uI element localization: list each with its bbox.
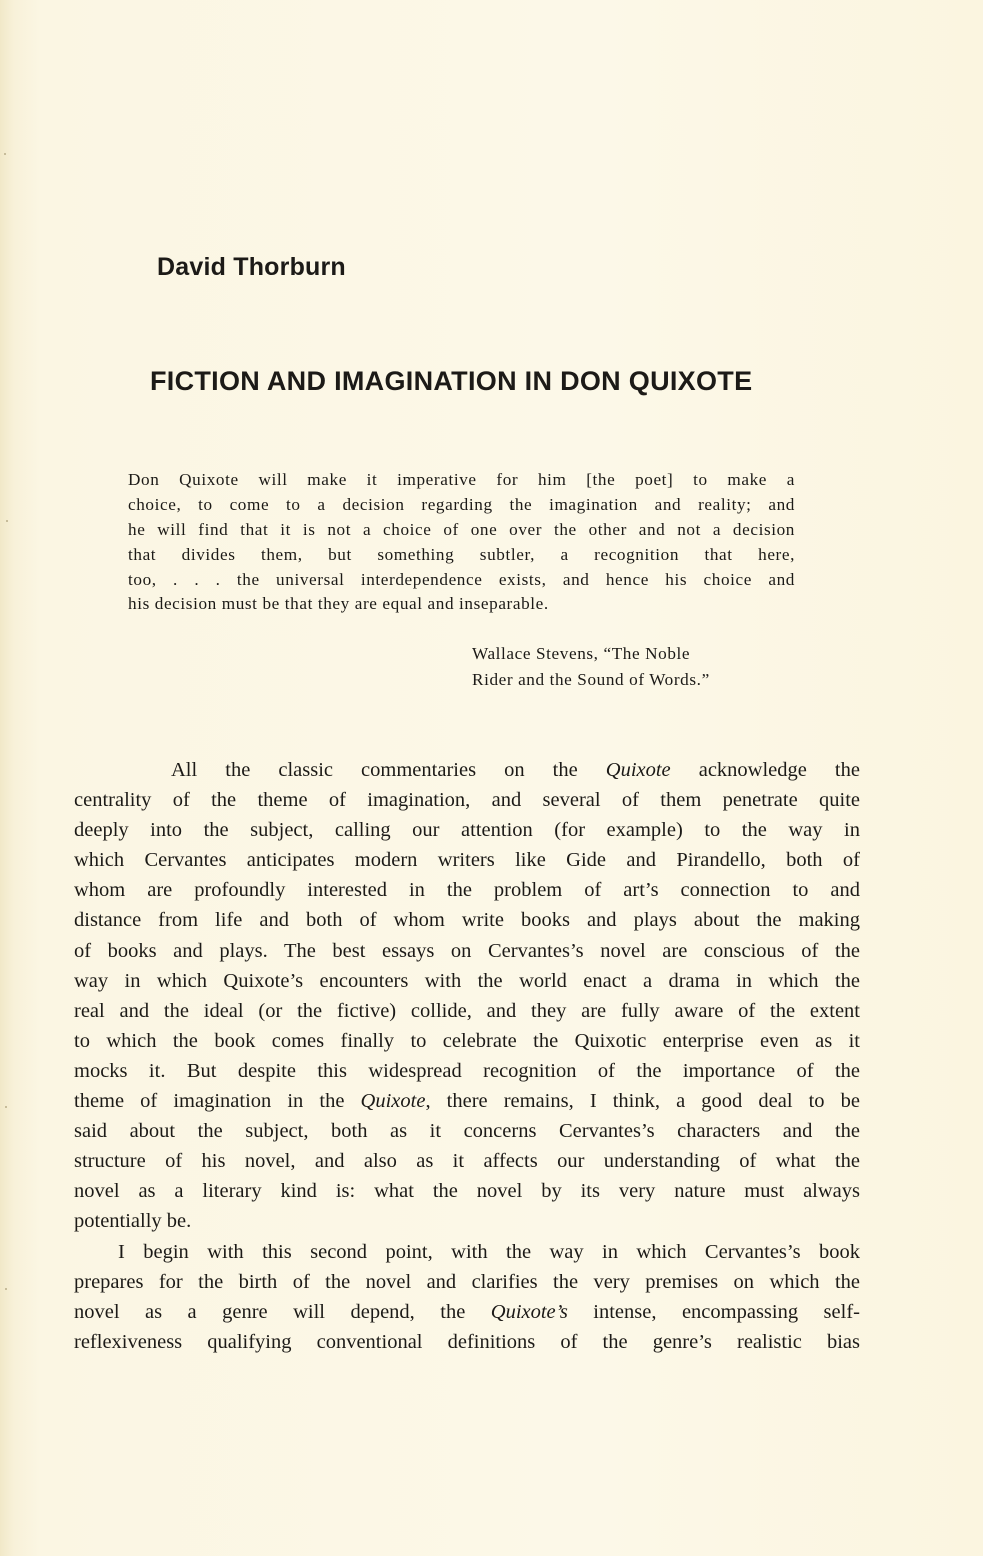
body-line: of books and plays. The best essays on Cervantes’s novel are conscious of the — [74, 939, 860, 962]
italic-title: Quixote’s — [490, 1300, 568, 1323]
body-line: distance from life and both of whom write books and plays about the making — [74, 909, 860, 932]
italic-title: Quixote — [605, 759, 671, 781]
body-line: centrality of the theme of imagination, and several of them penetrate quite — [74, 789, 860, 812]
body-line: deeply into the subject, calling our attention (for example) to the way in — [74, 819, 860, 842]
page-speck — [5, 1288, 7, 1290]
body-line — [74, 1297, 860, 1327]
epigraph-line: choice, to come to a decision regarding the imagination and reality; and — [128, 494, 795, 514]
body-text — [74, 755, 860, 1357]
page-speck — [5, 1106, 7, 1108]
body-line: prepares for the birth of the novel and clarifies the very premises on which the — [74, 1270, 860, 1293]
body-line: which Cervantes anticipates modern writers like Gide and Pirandello, both of — [74, 849, 860, 872]
epigraph-attribution — [472, 641, 710, 692]
body-line: structure of his novel, and also as it affects our understanding of what the — [74, 1150, 860, 1173]
body-line: mocks it. But despite this widespread recognition of the importance of the — [74, 1059, 860, 1082]
epigraph-line: his decision must be that they are equal and inseparable. — [128, 594, 549, 614]
body-line: reflexiveness qualifying conventional definitions of the genre’s realistic bias — [74, 1330, 860, 1353]
body-line: real and the ideal (or the fictive) collide, and they are fully aware of the extent — [74, 999, 860, 1022]
text-run: theme of imagination in the — [74, 1090, 361, 1113]
paragraph-2 — [74, 1237, 860, 1357]
article-title: FICTION AND IMAGINATION IN DON QUIXOTE — [150, 366, 753, 396]
text-run: , there remains, I think, a good deal to be — [425, 1090, 860, 1113]
epigraph-line: he will find that it is not a choice of one over the other and not a decision — [128, 519, 795, 539]
text-run: intense, encompassing self- — [567, 1300, 860, 1323]
epigraph-line: Don Quixote will make it imperative for him [the poet] to make a — [128, 470, 795, 489]
body-line: novel as a literary kind is: what the novel by its very nature must always — [74, 1180, 860, 1203]
body-line: whom are profoundly interested in the problem of art’s connection to and — [74, 879, 860, 902]
italic-title: Quixote — [360, 1090, 426, 1113]
page-speck — [4, 153, 6, 155]
author-name: David Thorburn — [157, 253, 346, 281]
body-line: to which the book comes finally to celebrate the Quixotic enterprise even as it — [74, 1029, 860, 1052]
text-run: All the classic commentaries on the — [171, 759, 606, 781]
text-run: acknowledge the — [670, 759, 860, 781]
page-speck — [6, 520, 8, 522]
epigraph — [128, 468, 795, 617]
body-line — [74, 755, 860, 785]
body-line: way in which Quixote’s encounters with the world enact a drama in which the — [74, 969, 860, 992]
attribution-line: Wallace Stevens, “The Noble — [472, 644, 691, 663]
epigraph-line: too, . . . the universal interdependence exists, and hence his choice and — [128, 569, 795, 589]
body-line: I begin with this second point, with the way in which Cervantes’s book — [118, 1240, 860, 1263]
paragraph-1 — [74, 755, 860, 1237]
body-line: potentially be. — [74, 1210, 192, 1233]
body-line — [74, 1086, 860, 1116]
epigraph-line: that divides them, but something subtler, a recognition that here, — [128, 544, 795, 564]
attribution-line: Rider and the Sound of Words.” — [472, 669, 710, 689]
body-line: said about the subject, both as it concerns Cervantes’s characters and the — [74, 1120, 860, 1143]
text-run: novel as a genre will depend, the — [74, 1300, 491, 1323]
